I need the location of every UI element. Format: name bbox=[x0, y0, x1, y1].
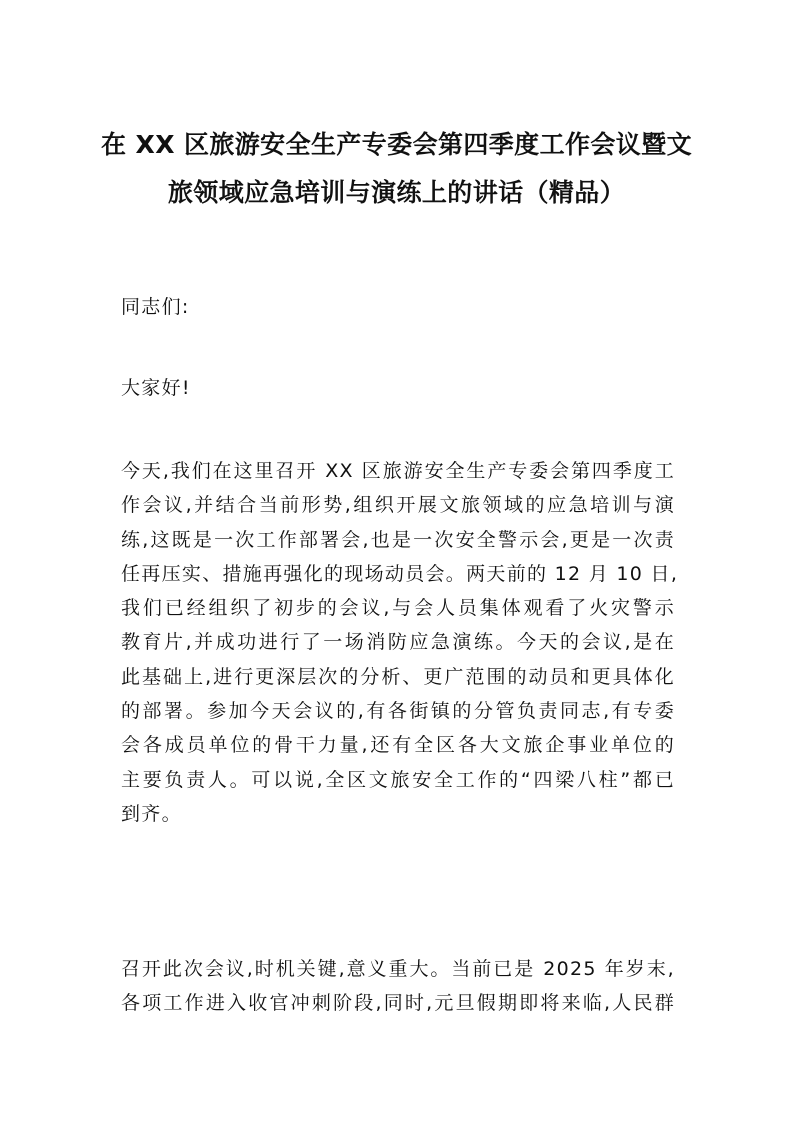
paragraph-line: 到齐。 bbox=[121, 802, 182, 825]
paragraph-line: 我们已经组织了初步的会议,与会人员集体观看了火灾警示 bbox=[121, 597, 675, 620]
greeting-salutation bbox=[121, 290, 675, 324]
paragraph-line: 此基础上,进行更深层次的分析、更广范围的动员和更具体化 bbox=[121, 665, 675, 688]
greeting-hello-text: 大家好! bbox=[121, 377, 191, 399]
paragraph-line: 作会议,并结合当前形势,组织开展文旅领域的应急培训与演 bbox=[121, 494, 675, 517]
paragraph-line: 今天,我们在这里召开 XX 区旅游安全生产专委会第四季度工 bbox=[121, 460, 675, 482]
paragraph-line: 各项工作进入收官冲刺阶段,同时,元旦假期即将来临,人民群 bbox=[121, 992, 675, 1015]
body-paragraph-2 bbox=[121, 952, 675, 1021]
paragraph-line: 的部署。参加今天会议的,有各街镇的分管负责同志,有专委 bbox=[121, 700, 675, 723]
paragraph-line: 主要负责人。可以说,全区文旅安全工作的“四梁八柱”都已 bbox=[121, 768, 675, 791]
paragraph-line: 召开此次会议,时机关键,意义重大。当前已是 2025 年岁末, bbox=[121, 958, 675, 980]
document-title-line-1: 在 XX 区旅游安全生产专委会第四季度工作会议暨文 bbox=[101, 130, 692, 159]
paragraph-line: 任再压实、措施再强化的现场动员会。两天前的 12 月 10 日, bbox=[121, 562, 679, 585]
paragraph-line: 练,这既是一次工作部署会,也是一次安全警示会,更是一次责 bbox=[121, 528, 675, 551]
greeting-hello bbox=[121, 371, 675, 405]
greeting-salutation-text: 同志们: bbox=[121, 296, 190, 318]
body-paragraph-1 bbox=[121, 454, 679, 831]
paragraph-line: 教育片,并成功进行了一场消防应急演练。今天的会议,是在 bbox=[121, 631, 675, 654]
paragraph-line: 会各成员单位的骨干力量,还有全区各大文旅企事业单位的 bbox=[121, 734, 675, 757]
document-title-line-2: 旅领域应急培训与演练上的讲话（精品） bbox=[167, 178, 626, 207]
